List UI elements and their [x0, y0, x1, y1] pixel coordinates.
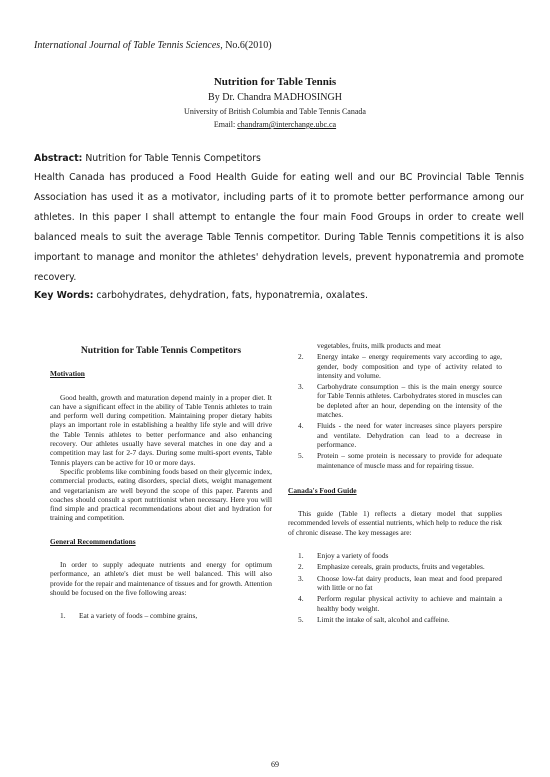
title-block — [0, 76, 550, 129]
general-recommendations-heading: General Recommendations — [50, 536, 136, 546]
list-item-text: Limit the intake of salt, alcohol and caffeine. — [317, 614, 450, 624]
list-item-text: Enjoy a variety of foods — [317, 551, 389, 561]
keywords — [34, 290, 524, 301]
general-recommendations-paragraph: In order to supply adequate nutrients and energy for optimum performance, an athlete's diet must be well balanced. This will also provide for the repair and maintenance of tissues and for growth. Attention should be focused on the five following areas: — [50, 560, 272, 597]
list-item-number: 4. — [298, 421, 304, 431]
list-item-number: 2. — [298, 562, 304, 572]
list-item-number: 2. — [298, 352, 304, 362]
paper-email-line — [0, 120, 550, 129]
focus-areas-list — [50, 611, 272, 620]
list-item-text: Eat a variety of foods – combine grains, — [79, 611, 198, 621]
list-item — [50, 611, 272, 620]
key-messages-list — [288, 551, 502, 624]
abstract-heading: Nutrition for Table Tennis Competitors — [85, 153, 261, 164]
list-item-text: Emphasize cereals, grain products, fruits and vegetables. — [317, 562, 485, 572]
paper-affiliation: University of British Columbia and Table Tennis Canada — [184, 107, 366, 116]
paper-title: Nutrition for Table Tennis — [213, 76, 337, 88]
journal-issue: No.6(2010) — [225, 40, 272, 51]
keywords-label: Key Words: — [34, 290, 94, 301]
list-item — [288, 352, 502, 380]
list-item-number: 1. — [60, 611, 66, 621]
list-item-number: 5. — [298, 451, 304, 461]
page-number: 69 — [271, 760, 279, 769]
section-title: Nutrition for Table Tennis Competitors — [80, 345, 242, 356]
list-item-number: 3. — [298, 382, 304, 392]
motivation-paragraph-2: Specific problems like combining foods based on their glycemic index, commercial products, eating disorders, special diets, weight management and vegetarianism are well beyond the scope of this paper. Parents and coaches should consult a sport nutritionist when necessary. Here you will find simple and practical recommendations about diet and hydration for training and competition. — [50, 466, 272, 523]
list-item-number: 5. — [298, 614, 304, 624]
food-guide-paragraph: This guide (Table 1) reflects a dietary model that supplies recommended levels of essential nutrients, which help to reduce the risk of chronic disease. The key messages are: — [288, 509, 502, 537]
motivation-paragraph-1: Good health, growth and maturation depend mainly in a proper diet. It can have a significant effect in the ability of Table Tennis athletes to train and perform well during competition. Maintaining proper dietary habits plays an important role in establishing a healthy life style and will drive the Table Tennis athletes to better performance and also enhancing recovery. Our athletes usually have several matches in one day and a competition may last for 2-7 days. During some multi-sport events, Table Tennis players can be active for 10 or more days. — [50, 392, 272, 467]
motivation-heading: Motivation — [50, 369, 85, 379]
abstract — [34, 152, 524, 288]
list-item — [288, 421, 502, 449]
left-column — [50, 346, 272, 623]
abstract-text: Health Canada has produced a Food Health Guide for eating well and our BC Provincial Table Tennis Association has used it as a motivator, including parts of it to promote better performance among our athletes. In this paper I shall attempt to entangle the four main Food Groups in order to create well balanced meals to suit the average Table Tennis competitor. During Table Tennis competitions it is also important to manage and monitor the athletes' dehydration levels, prevent hyponatremia and promote recovery. — [34, 172, 524, 283]
journal-name: International Journal of Table Tennis Sciences, — [34, 40, 223, 51]
paper-author: By Dr. Chandra MADHOSINGH — [208, 92, 342, 103]
list-item — [288, 574, 502, 593]
abstract-label: Abstract: — [34, 153, 83, 164]
list-item — [288, 551, 502, 560]
list-item — [288, 382, 502, 419]
list-item — [288, 594, 502, 613]
right-column — [288, 341, 502, 626]
list-item-number: 1. — [298, 551, 304, 561]
list-item-text: Choose low-fat dairy products, lean meat and food prepared with little or no fat — [317, 573, 502, 592]
list-item — [288, 451, 502, 470]
focus-areas-list-continued — [288, 352, 502, 470]
list-item-number: 4. — [298, 594, 304, 604]
list-item — [288, 615, 502, 624]
keywords-text: carbohydrates, dehydration, fats, hyponatremia, oxalates. — [96, 290, 368, 301]
list-item-text: Perform regular physical activity to achieve and maintain a healthy body weight. — [317, 594, 502, 613]
journal-header — [34, 40, 272, 51]
list-item-text: Protein – some protein is necessary to provide for adequate maintenance of muscle mass and for repairing tissue. — [317, 451, 502, 470]
food-guide-heading: Canada's Food Guide — [288, 485, 357, 495]
list-item-text: Carbohydrate consumption – this is the main energy source for Table Tennis athletes. Carbohydrates stored in muscles can be depleted after an hour, depending on the intensity of the matches. — [317, 382, 502, 420]
list-continuation: vegetables, fruits, milk products and meat — [317, 341, 441, 350]
list-item — [288, 562, 502, 571]
list-item-text: Energy intake – energy requirements vary according to age, gender, body composition and type of activity related to intensity and volume. — [317, 352, 502, 380]
email-label: Email: — [213, 120, 236, 129]
list-item-text: Fluids - the need for water increases since players perspire and ventilate. Dehydration can lead to a decrease in performance. — [317, 421, 502, 449]
email-link[interactable]: chandram@interchange.ubc.ca — [237, 120, 337, 129]
list-item-number: 3. — [298, 573, 304, 583]
